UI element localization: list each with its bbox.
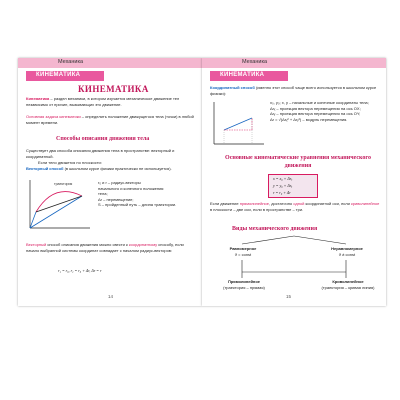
vector-paragraph [26, 166, 196, 172]
graph-label: траектория [54, 182, 73, 186]
intro-text: – раздел механики, в котором изучается механическое движение тел независимо от причин, вызывающих это движение. [26, 96, 180, 107]
curv-text: в плоскости – две оси, если в пространстве – три. [210, 206, 304, 212]
kind-uniform [222, 246, 264, 257]
page-title: КИНЕМАТИКА [78, 84, 149, 94]
kind-nonuniform-label: Неравномерное [331, 246, 363, 251]
vector-text: (в школьном курсе физики практически не используется). [63, 166, 172, 171]
equations-subtitle: Основные кинематические уравнения механического движения [225, 155, 371, 169]
kind-curvilinear-label: Криволинейное [332, 279, 364, 284]
running-head-text: Механика [58, 59, 84, 65]
legend-line: тела; [98, 191, 108, 197]
methods-paragraph: Существует два способа описания движения тела в пространстве: векторный и координатный. [26, 148, 175, 159]
kinds-subtitle: Виды механического движения [232, 226, 318, 232]
kind-rectilinear [216, 279, 272, 290]
rect-term-2: одной [293, 201, 305, 206]
page-number: 15 [286, 294, 292, 299]
section-band-text: КИНЕМАТИКА [220, 72, 265, 78]
bottom-term: Векторный [26, 242, 47, 247]
coord-list-item: Δrᵧ – проекция вектора перемещения на ось OY; [270, 111, 361, 117]
equations-box [268, 174, 318, 198]
coord-graph [208, 98, 268, 150]
coord-paragraph [210, 85, 380, 96]
bottom-text-1: способ описания движения можно свести к [46, 242, 129, 247]
legend-line: Δr – перемещение; [98, 196, 134, 202]
section-band [210, 71, 288, 81]
legend-line: начального и конечного положения [98, 185, 164, 191]
bottom-term-2: координатному [128, 242, 158, 247]
rect-text-2: , достаточно [268, 201, 294, 206]
task-text: – определить положение движущегося тела (точки) в любой момент времени. [26, 114, 194, 125]
rect-text-3: координатной оси, если [304, 201, 351, 206]
rect-text-1: Если движение [210, 201, 240, 206]
kind-nonuniform [322, 246, 372, 257]
coord-list-item: Δr = √(Δrₓ² + Δrᵧ²) – модуль перемещения. [270, 116, 348, 122]
kind-nonuniform-formula: ϑ ≠ const [338, 251, 356, 257]
legend-line: S – пройденный путь – длина траектории. [98, 202, 177, 208]
running-head-text: Механика [242, 59, 268, 65]
vector-term: Векторный способ [26, 166, 64, 171]
methods-subtitle: Способы описания движения тела [56, 136, 150, 142]
coord-list-item: x₀, y₀; x, y – начальные и конечные координаты тела; [270, 100, 369, 105]
equation: r = r₀ + Δr [273, 190, 291, 195]
equation: y = y₀ + Δrᵧ [273, 183, 293, 188]
intro-term: Кинематика [26, 96, 50, 101]
plane-paragraph: Если тело движется по плоскости: [38, 160, 102, 165]
coord-list [270, 100, 382, 122]
motion-paragraph [210, 201, 380, 212]
vector-graph [24, 176, 94, 234]
coord-list-item: Δrₓ – проекция вектора перемещения на ось OX; [270, 105, 361, 111]
intro-paragraph [26, 96, 196, 107]
kind-curvilinear [318, 279, 378, 290]
rect-term: прямолинейное [239, 201, 269, 206]
running-head [202, 58, 386, 68]
task-term: Основная задача кинематики [26, 114, 81, 119]
bottom-text-2: способу, если начало выбранной системы координат совпадает с началом радиус-векторов: [26, 242, 184, 253]
left-page [18, 58, 202, 306]
kind-uniform-formula: ϑ = const [234, 251, 252, 257]
bottom-paragraph [26, 242, 196, 253]
bottom-formula: r₁ = r₀, r₁ = r₀ + Δr, Δr = r [58, 268, 102, 273]
equation: x = x₀ + Δrₓ [273, 176, 293, 181]
kind-curvilinear-sub: (траектория – кривая линия) [321, 284, 375, 290]
kind-rectilinear-sub: (траектория – прямая) [223, 284, 265, 290]
coord-term: Координатный способ [210, 85, 255, 90]
running-head [18, 58, 202, 68]
vector-legend [98, 180, 198, 208]
coord-text: (именно этот способ чаще всего используется в школьном курсе физики): [210, 85, 377, 96]
legend-line: r₀ и r – радиус-векторы [98, 180, 141, 185]
kind-rectilinear-label: Прямолинейное [227, 279, 261, 284]
task-paragraph [26, 114, 196, 125]
curv-term: криволинейное [351, 201, 380, 206]
section-band-text: КИНЕМАТИКА [36, 72, 81, 78]
section-band [26, 71, 104, 81]
page-number: 14 [108, 294, 114, 299]
right-page [202, 58, 386, 306]
kind-uniform-label: Равномерное [229, 246, 257, 251]
